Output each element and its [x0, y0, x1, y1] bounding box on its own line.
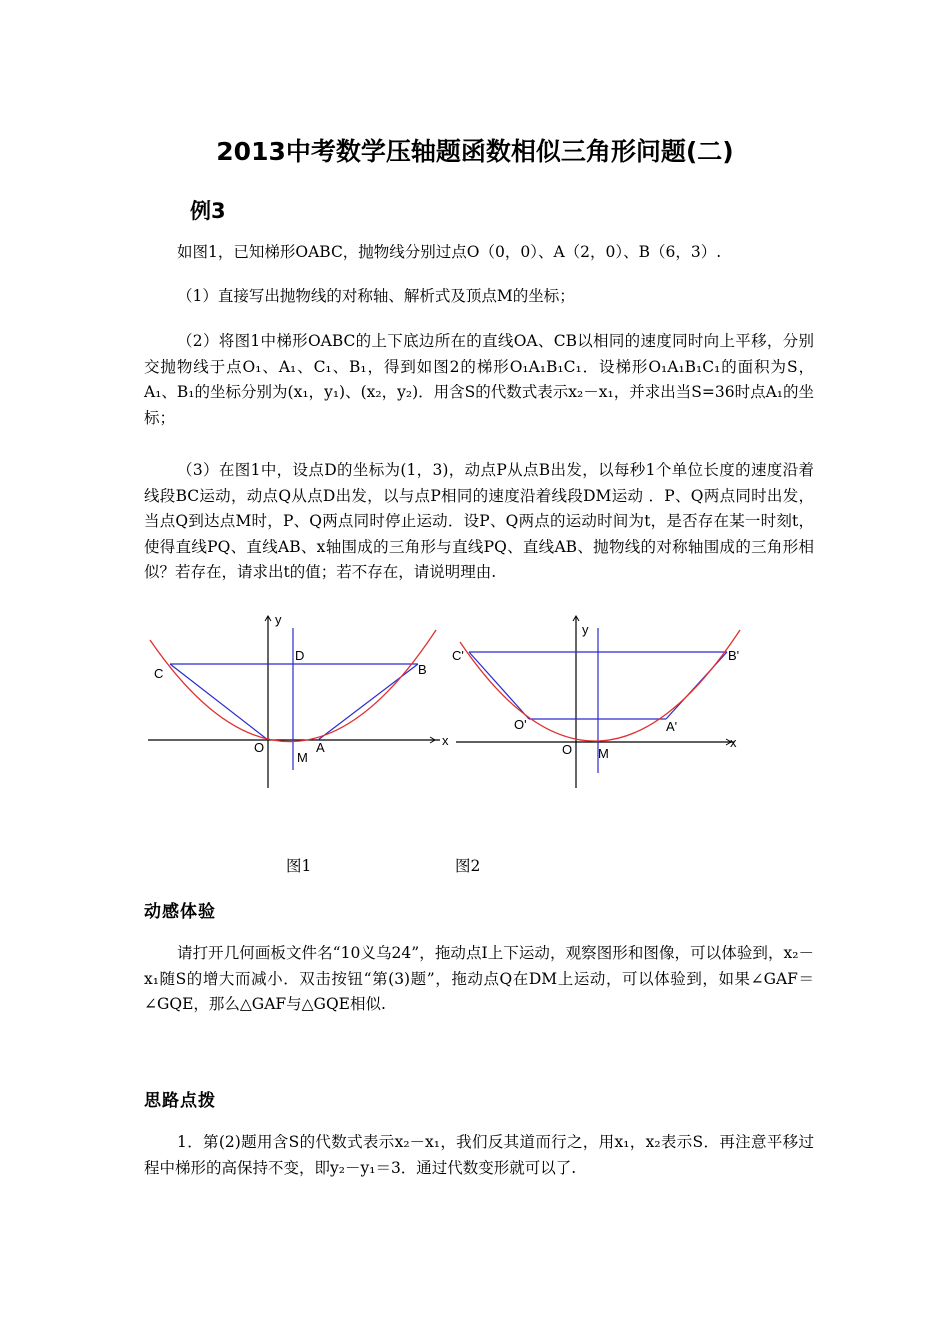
section-hints-text: 1．第(2)题用含S的代数式表示x₂－x₁，我们反其道而行之，用x₁，x₂表示S．再注意平移过程中梯形的高保持不变，即y₂－y₁＝3．通过代数变形就可以了.: [144, 1133, 814, 1177]
question-2: （2）将图1中梯形OABC的上下底边所在的直线OA、CB以相同的速度同时向上平移，分别交抛物线于点O₁、A₁、C₁、B₁，得到如图2的梯形O₁A₁B₁C₁．设梯形O₁A₁B₁C₁的面积为S，A₁、B₁的坐标分别为(x₁，y₁)、(x₂，y₂)．用含S的代数式表示x₂－x₁，并求出当S=36时点A₁的坐标；: [144, 332, 814, 427]
section-experience-text: 请打开几何画板文件名“10义乌24”，拖动点I上下运动，观察图形和图像，可以体验到，x₂－x₁随S的增大而减小．双击按钮“第(3)题”，拖动点Q在DM上运动，可以体验到，如果∠GAF＝∠GQE，那么△GAF与△GQE相似.: [144, 944, 814, 1013]
fig1-b-label: B: [418, 662, 427, 677]
figure-1-caption: 图1: [286, 857, 312, 875]
fig1-x-label: x: [442, 733, 449, 748]
figure-2-caption: 图2: [455, 857, 481, 875]
fig2-o1-label: O': [514, 717, 527, 732]
fig1-m-label: M: [297, 750, 308, 765]
page-title: 2013中考数学压轴题函数相似三角形问题(二): [216, 137, 734, 166]
figure-2: [448, 608, 758, 798]
example-label: 例3: [190, 199, 226, 223]
question-3: （3）在图1中，设点D的坐标为(1，3)，动点P从点B出发，以每秒1个单位长度的速度沿着线段BC运动，动点Q从点D出发，以与点P相同的速度沿着线段DM运动 ．P、Q两点同时出发，当点Q到达点M时，P、Q两点同时停止运动．设P、Q两点的运动时间为t，是否存在某一时刻t，使得直线PQ、直线AB、x轴围成的三角形与直线PQ、直线AB、抛物线的对称轴围成的三角形相似？若存在，请求出t的值；若不存在，请说明理由.: [144, 461, 814, 581]
fig1-d-label: D: [295, 648, 305, 663]
question-1: （1）直接写出抛物线的对称轴、解析式及顶点M的坐标；: [177, 287, 575, 305]
fig2-m-label: M: [598, 746, 609, 761]
fig1-c-label: C: [154, 666, 164, 681]
fig2-x-label: x: [730, 735, 737, 750]
fig2-c-label: C': [452, 648, 464, 663]
problem-intro: 如图1，已知梯形OABC，抛物线分别过点O（0，0）、A（2，0）、B（6，3）.: [177, 243, 722, 261]
section-heading-experience: 动感体验: [144, 902, 216, 922]
fig1-o-label: O: [254, 740, 265, 755]
fig2-b-label: B': [728, 648, 740, 663]
fig1-y-label: y: [275, 612, 282, 627]
line-o1c1: [469, 652, 529, 719]
section-heading-hints: 思路点拨: [144, 1091, 216, 1111]
fig2-a1-label: A': [666, 719, 678, 734]
parabola: [460, 630, 740, 741]
fig2-o-label: O: [562, 742, 573, 757]
fig1-a-label: A: [316, 740, 325, 755]
figure-1: [140, 608, 460, 798]
line-oc: [170, 664, 268, 740]
fig2-y-label: y: [582, 622, 589, 637]
